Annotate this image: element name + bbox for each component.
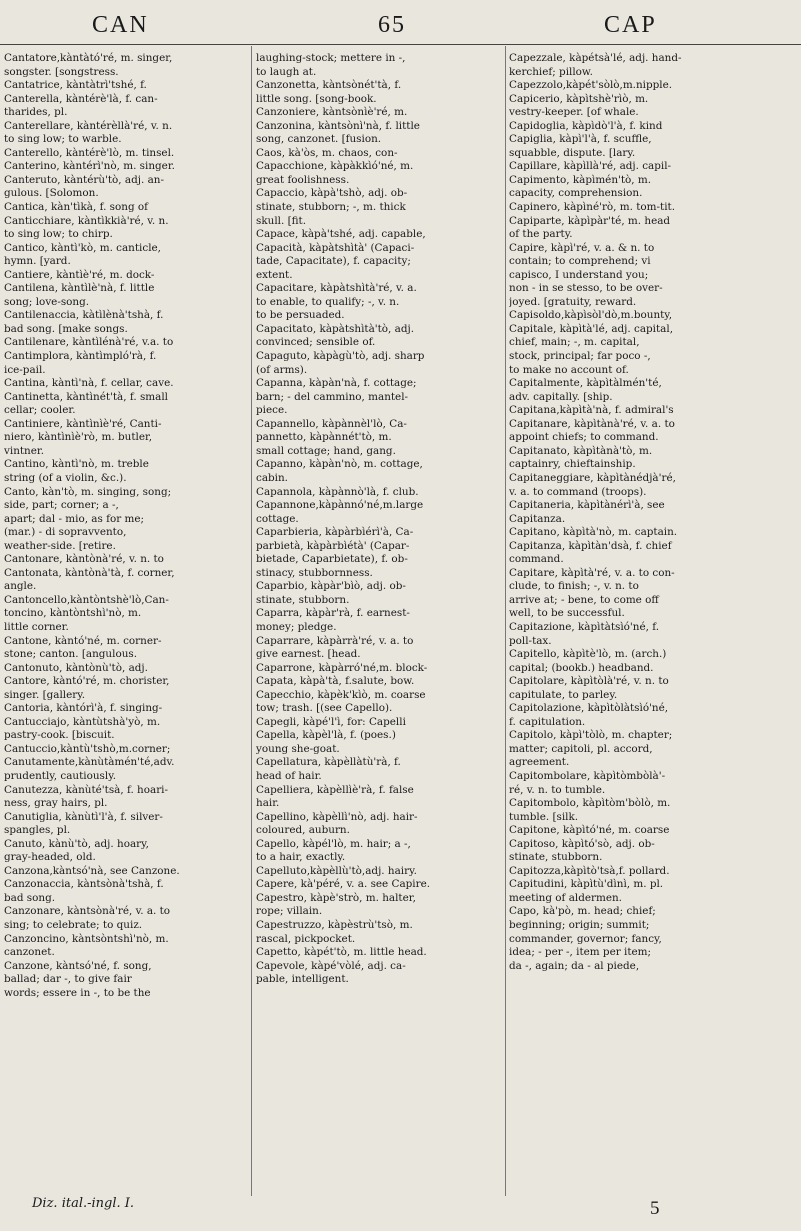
entry-line: Canzonaccia, kàntsònà'tshà, f. — [4, 878, 164, 891]
entry-line: toncino, kàntòntshì'nò, m. — [4, 607, 142, 620]
entry-line: Cantonuto, kàntònù'tò, adj. — [4, 661, 148, 674]
entry-line: Capezzolo,kàpét'sòlò,m.nipple. — [509, 79, 673, 92]
entry-line: Capacitare, kàpàtshìtà'ré, v. a. — [256, 282, 417, 295]
entry-line: Canzone, kàntsó'né, f. song, — [4, 959, 152, 972]
entry-line: great foolishness. — [256, 173, 350, 186]
entry-line: stinate, stubborn. — [509, 851, 603, 864]
entry-line: Capitolazione, kàpìtòlàtsìó'né, — [509, 702, 669, 715]
entry-line: v. a. to command (troops). — [509, 485, 647, 498]
entry-line: (of arms). — [256, 363, 308, 376]
entry-line: convinced; sensible of. — [256, 336, 376, 349]
entry-line: poll-tax. — [509, 634, 552, 647]
entry-line: Canterella, kàntérè'là, f. can- — [4, 92, 158, 105]
entry-line: Capere, kà'péré, v. a. see Capire. — [256, 878, 431, 891]
entry-line: Cantiere, kàntìè'ré, m. dock- — [4, 268, 155, 281]
entry-line: Capitanare, kàpìtànà'ré, v. a. to — [509, 417, 675, 430]
entry-line: songster. [songstress. — [4, 65, 119, 78]
entry-line: Capitolo, kàpì'tòlò, m. chapter; — [509, 729, 673, 742]
dictionary-column-2 — [256, 52, 504, 987]
entry-line: stinate, stubborn. — [256, 593, 350, 606]
entry-line: Caos, kà'òs, m. chaos, con- — [256, 146, 398, 159]
entry-line: Capimento, kàpìmén'tò, m. — [509, 173, 652, 186]
entry-line: capisco, I understand you; — [509, 268, 649, 281]
entry-line: string (of a violin, &c.). — [4, 471, 127, 484]
entry-line: Capitaneria, kàpìtànérì'à, see — [509, 499, 665, 512]
entry-line: young she-goat. — [256, 742, 340, 755]
entry-line: commander, governor; fancy, — [509, 932, 662, 945]
entry-line: Capitolare, kàpìtòlà'ré, v. n. to — [509, 675, 669, 688]
entry-line: bad song. [make songs. — [4, 322, 128, 335]
entry-line: Canzona,kàntsó'nà, see Canzone. — [4, 864, 180, 877]
entry-line: ice-pail. — [4, 363, 46, 376]
entry-line: tharides, pl. — [4, 106, 68, 119]
entry-line: head of hair. — [256, 769, 322, 782]
column-divider — [505, 46, 506, 1196]
entry-line: Caparbieria, kàpàrbìérì'à, Ca- — [256, 526, 414, 539]
entry-line: Capitalmente, kàpìtàlmén'té, — [509, 377, 662, 390]
entry-line: to laugh at. — [256, 65, 317, 78]
entry-line: ré, v. n. to tumble. — [509, 783, 606, 796]
entry-line: stock, principal; far poco -, — [509, 350, 651, 363]
entry-line: da -, again; da - al piede, — [509, 959, 640, 972]
entry-line: Canutezza, kànùté'tsà, f. hoari- — [4, 783, 168, 796]
entry-line: weather-side. [retire. — [4, 539, 116, 552]
entry-line: stinate, stubborn; -, m. thick — [256, 201, 406, 214]
entry-line: Capitazione, kàpìtàtsìó'né, f. — [509, 620, 659, 633]
entry-line: piece. — [256, 404, 288, 417]
entry-line: singer. [gallery. — [4, 688, 86, 701]
entry-line: to sing low; to warble. — [4, 133, 122, 146]
entry-line: Cantiniere, kàntìnìè'ré, Canti- — [4, 417, 162, 430]
entry-line: Cantoria, kàntórì'à, f. singing- — [4, 702, 163, 715]
entry-line: Cantone, kàntó'né, m. corner- — [4, 634, 162, 647]
entry-line: Cantina, kàntì'nà, f. cellar, cave. — [4, 377, 174, 390]
entry-line: f. capitulation. — [509, 715, 586, 728]
entry-line: Cantilena, kàntìlè'nà, f. little — [4, 282, 155, 295]
entry-line: Cantuccio,kàntù'tshò,m.corner; — [4, 742, 171, 755]
entry-line: well, to be successful. — [509, 607, 625, 620]
entry-line: Capaguto, kàpàgù'tò, adj. sharp — [256, 350, 425, 363]
entry-line: Caparrare, kàpàrrà'ré, v. a. to — [256, 634, 414, 647]
entry-line: Capo, kà'pò, m. head; chief; — [509, 905, 656, 918]
entry-line: Canzoncino, kàntsòntshì'nò, m. — [4, 932, 169, 945]
entry-line: hymn. [yard. — [4, 255, 71, 268]
entry-line: Capitaneggiare, kàpìtànédjà'ré, — [509, 471, 676, 484]
entry-line: rope; villain. — [256, 905, 323, 918]
entry-line: Capidoglia, kàpìdò'l'à, f. kind — [509, 119, 663, 132]
entry-line: Capetto, kàpét'tò, m. little head. — [256, 946, 427, 959]
entry-line: contain; to comprehend; vi — [509, 255, 651, 268]
entry-line: Capestro, kàpè'strò, m. halter, — [256, 891, 416, 904]
entry-line: Capaccio, kàpà'tshò, adj. ob- — [256, 187, 408, 200]
entry-line: bietade, Caparbietate), f. ob- — [256, 553, 408, 566]
entry-line: Capitone, kàpìtó'né, m. coarse — [509, 824, 670, 837]
entry-line: Cantica, kàn'tìkà, f. song of — [4, 201, 149, 214]
entry-line: Capisoldo,kàpìsòl'dò,m.bounty, — [509, 309, 673, 322]
entry-line: to a hair, exactly. — [256, 851, 346, 864]
entry-line: Capitoso, kàpìtó'sò, adj. ob- — [509, 837, 655, 850]
entry-line: capital; (bookb.) headband. — [509, 661, 654, 674]
entry-line: Cantoncello,kàntòntshè'lò,Can- — [4, 593, 169, 606]
entry-line: Capevole, kàpé'vòlé, adj. ca- — [256, 959, 406, 972]
entry-line: Capitanato, kàpìtànà'tò, m. — [509, 444, 653, 457]
entry-line: squabble, dispute. [lary. — [509, 146, 636, 159]
entry-line: stone; canton. [angulous. — [4, 648, 138, 661]
footer-signature: Diz. ital.-ingl. I. — [32, 1196, 135, 1211]
entry-line: Capacità, kàpàtshìtà' (Capaci- — [256, 241, 415, 254]
entry-line: Capezzale, kàpétsà'lé, adj. hand- — [509, 52, 682, 64]
header-rule — [0, 44, 801, 45]
entry-line: Capanno, kàpàn'nò, m. cottage, — [256, 458, 423, 471]
page-header — [0, 0, 801, 44]
entry-line: chief, main; -, m. capital, — [509, 336, 640, 349]
entry-line: Capellatura, kàpèllàtù'rà, f. — [256, 756, 401, 769]
entry-line: Capella, kàpèl'là, f. (poes.) — [256, 729, 396, 742]
entry-line: words; essere in -, to be the — [4, 986, 151, 999]
entry-line: to sing low; to chirp. — [4, 228, 113, 241]
entry-line: Canterino, kàntérì'nò, m. singer. — [4, 160, 175, 173]
entry-line: Capitana,kàpìtà'nà, f. admiral's — [509, 404, 674, 417]
entry-line: side, part; corner; a -, — [4, 499, 119, 512]
entry-line: little corner. — [4, 620, 69, 633]
entry-line: Cantatrice, kàntàtrì'tshé, f. — [4, 79, 147, 92]
entry-line: capacity, comprehension. — [509, 187, 643, 200]
entry-line: Capitare, kàpìtà'ré, v. a. to con- — [509, 566, 675, 579]
entry-line: Canuto, kànù'tò, adj. hoary, — [4, 837, 149, 850]
entry-line: stinacy, stubbornness. — [256, 566, 373, 579]
entry-line: Cantimplora, kàntìmpló'rà, f. — [4, 350, 157, 363]
entry-line: apart; dal - mio, as for me; — [4, 512, 145, 525]
entry-line: idea; - per -, item per item; — [509, 946, 651, 959]
header-right-guideword: CAP — [604, 12, 657, 38]
entry-line: niero, kàntìnìè'rò, m. butler, — [4, 431, 153, 444]
entry-line: tumble. [silk. — [509, 810, 579, 823]
entry-line: non - in se stesso, to be over- — [509, 282, 663, 295]
entry-line: Cantinetta, kàntìnét'tà, f. small — [4, 390, 168, 403]
column-divider — [251, 46, 252, 1196]
entry-line: Canteruto, kàntérù'tò, adj. an- — [4, 173, 164, 186]
entry-line: Canterellare, kàntérèllà'ré, v. n. — [4, 119, 173, 132]
entry-line: captainry, chieftainship. — [509, 458, 636, 471]
dictionary-column-3 — [509, 52, 797, 973]
entry-line: ness, gray hairs, pl. — [4, 797, 108, 810]
entry-line: canzonet. — [4, 946, 55, 959]
entry-line: Canzoniere, kàntsònìè'ré, m. — [256, 106, 408, 119]
entry-line: Capanna, kàpàn'nà, f. cottage; — [256, 377, 417, 390]
entry-line: Capellino, kàpèllì'nò, adj. hair- — [256, 810, 418, 823]
entry-line: adv. capitally. [ship. — [509, 390, 613, 403]
footer-sheet-number: 5 — [650, 1198, 660, 1219]
entry-line: Capegli, kàpé'l'ì, for: Capelli — [256, 715, 406, 728]
entry-line: gray-headed, old. — [4, 851, 96, 864]
entry-line: Cantilenaccia, kàtìlènà'tshà, f. — [4, 309, 164, 322]
entry-line: prudently, cautiously. — [4, 769, 116, 782]
entry-line: Capace, kàpà'tshé, adj. capable, — [256, 228, 426, 241]
entry-line: Capata, kàpà'tà, f.salute, bow. — [256, 675, 415, 688]
entry-line: kerchief; pillow. — [509, 65, 593, 78]
entry-line: Cantino, kàntì'nò, m. treble — [4, 458, 149, 471]
entry-line: Canto, kàn'tò, m. singing, song; — [4, 485, 172, 498]
entry-line: to make no account of. — [509, 363, 629, 376]
entry-line: cellar; cooler. — [4, 404, 76, 417]
entry-line: Capello, kàpél'lò, m. hair; a -, — [256, 837, 411, 850]
entry-line: clude, to finish; -, v. n. to — [509, 580, 639, 593]
entry-line: cabin. — [256, 471, 288, 484]
entry-line: ballad; dar -, to give fair — [4, 973, 132, 986]
entry-line: Capitale, kàpìtà'lé, adj. capital, — [509, 322, 673, 335]
entry-line: skull. [fit. — [256, 214, 307, 227]
entry-line: beginning; origin; summit; — [509, 919, 650, 931]
entry-line: arrive at; - bene, to come off — [509, 593, 659, 606]
entry-line: Capitombolo, kàpìtòm'bòlò, m. — [509, 797, 671, 810]
entry-line: Cantonare, kàntònà'ré, v. n. to — [4, 553, 164, 566]
entry-line: Capacitato, kàpàtshìtà'tò, adj. — [256, 322, 415, 335]
entry-line: pable, intelligent. — [256, 973, 349, 986]
entry-line: meeting of aldermen. — [509, 891, 622, 904]
entry-line: vestry-keeper. [of whale. — [509, 106, 639, 119]
entry-line: Caparra, kàpàr'rà, f. earnest- — [256, 607, 410, 620]
entry-line: joyed. [gratuity, reward. — [509, 295, 637, 308]
entry-line: Capicerio, kàpìtshè'rìò, m. — [509, 92, 649, 105]
entry-line: money; pledge. — [256, 620, 337, 633]
entry-line: extent. — [256, 268, 293, 281]
entry-line: small cottage; hand, gang. — [256, 444, 396, 457]
entry-line: angle. — [4, 580, 37, 593]
entry-line: of the party. — [509, 228, 573, 241]
entry-line: Capannello, kàpànnèl'lò, Ca- — [256, 417, 407, 430]
entry-line: Canzonare, kàntsònà'ré, v. a. to — [4, 905, 171, 918]
entry-line: give earnest. [head. — [256, 648, 361, 661]
entry-line: capitulate, to parley. — [509, 688, 618, 701]
entry-line: Cantatore,kàntàtó'ré, m. singer, — [4, 52, 173, 64]
entry-line: pastry-cook. [biscuit. — [4, 729, 115, 742]
entry-line: Cantonata, kàntònà'tà, f. corner, — [4, 566, 175, 579]
entry-line: (mar.) - di sopravvento, — [4, 526, 127, 539]
entry-line: Capitano, kàpìtà'nò, m. captain. — [509, 526, 678, 539]
entry-line: Canutiglia, kànùtì'l'à, f. silver- — [4, 810, 163, 823]
entry-line: Capitello, kàpìtè'lò, m. (arch.) — [509, 648, 667, 661]
entry-line: Capitanza, kàpìtàn'dsà, f. chief — [509, 539, 672, 552]
entry-line: to enable, to qualify; -, v. n. — [256, 295, 400, 308]
entry-line: pannetto, kàpànnét'tò, m. — [256, 431, 392, 444]
entry-line: Capire, kàpì'ré, v. a. & n. to — [509, 241, 655, 254]
entry-line: tow; trash. [(see Capello). — [256, 702, 393, 715]
page-number: 65 — [378, 12, 406, 38]
entry-line: sing; to celebrate; to quiz. — [4, 919, 143, 931]
entry-line: Capitanza. — [509, 512, 566, 525]
entry-line: gulous. [Solomon. — [4, 187, 99, 200]
entry-line: Capiglia, kàpì'l'à, f. scuffle, — [509, 133, 652, 146]
entry-line: Cantore, kàntó'ré, m. chorister, — [4, 675, 170, 688]
entry-line: little song. [song-book. — [256, 92, 377, 105]
entry-line: laughing-stock; mettere in -, — [256, 52, 406, 64]
entry-line: matter; capitoli, pl. accord, — [509, 742, 653, 755]
entry-line: parbietà, kàpàrbìétà' (Capar- — [256, 539, 410, 552]
entry-line: Capiparte, kàpìpàr'té, m. head — [509, 214, 671, 227]
entry-line: tade, Capacitate), f. capacity; — [256, 255, 411, 268]
header-left-guideword: CAN — [92, 12, 149, 38]
entry-line: cottage. — [256, 512, 299, 525]
entry-line: vintner. — [4, 444, 45, 457]
entry-line: Capitombolare, kàpìtòmbòlà'- — [509, 769, 666, 782]
entry-line: Capelliera, kàpèllìè'rà, f. false — [256, 783, 414, 796]
entry-line: Cantucciajo, kàntùtshà'yò, m. — [4, 715, 161, 728]
entry-line: Canterello, kàntérè'lò, m. tinsel. — [4, 146, 175, 159]
entry-line: Caparrone, kàpàrró'né,m. block- — [256, 661, 428, 674]
entry-line: Capestruzzo, kàpèstrù'tsò, m. — [256, 919, 413, 931]
entry-line: agreement. — [509, 756, 570, 769]
entry-line: command. — [509, 553, 564, 566]
entry-line: Capannola, kàpànnò'là, f. club. — [256, 485, 419, 498]
entry-line: Capinero, kàpìné'rò, m. tom-tit. — [509, 201, 676, 214]
entry-line: spangles, pl. — [4, 824, 71, 837]
entry-line: Capitozza,kàpìtò'tsà,f. pollard. — [509, 864, 670, 877]
dictionary-column-1 — [4, 52, 252, 1000]
entry-line: Capelluto,kàpèllù'tò,adj. hairy. — [256, 864, 417, 877]
entry-line: Capacchione, kàpàkkìó'né, m. — [256, 160, 414, 173]
entry-line: Canzonina, kàntsònì'nà, f. little — [256, 119, 420, 132]
entry-line: Caparbio, kàpàr'bìò, adj. ob- — [256, 580, 406, 593]
entry-line: Capitudini, kàpìtù'dìnì, m. pl. — [509, 878, 664, 891]
entry-line: song; love-song. — [4, 295, 90, 308]
entry-line: song, canzonet. [fusion. — [256, 133, 382, 146]
entry-line: Capecchio, kàpèk'kìò, m. coarse — [256, 688, 426, 701]
entry-line: Capillare, kàpìllà'ré, adj. capil- — [509, 160, 672, 173]
entry-line: Cantico, kàntì'kò, m. canticle, — [4, 241, 161, 254]
entry-line: Canzonetta, kàntsònét'tà, f. — [256, 79, 402, 92]
entry-line: appoint chiefs; to command. — [509, 431, 659, 444]
entry-line: to be persuaded. — [256, 309, 345, 322]
entry-line: hair. — [256, 797, 280, 810]
entry-line: bad song. — [4, 891, 56, 904]
entry-line: Capannone,kàpànnó'né,m.large — [256, 499, 424, 512]
entry-line: barn; - del cammino, mantel- — [256, 390, 409, 403]
entry-line: rascal, pickpocket. — [256, 932, 356, 945]
entry-line: Cantilenare, kàntìlénà'ré, v.a. to — [4, 336, 174, 349]
entry-line: Canutamente,kànùtàmén'té,adv. — [4, 756, 175, 769]
entry-line: Canticchiare, kàntìkkià'ré, v. n. — [4, 214, 169, 227]
entry-line: coloured, auburn. — [256, 824, 350, 837]
